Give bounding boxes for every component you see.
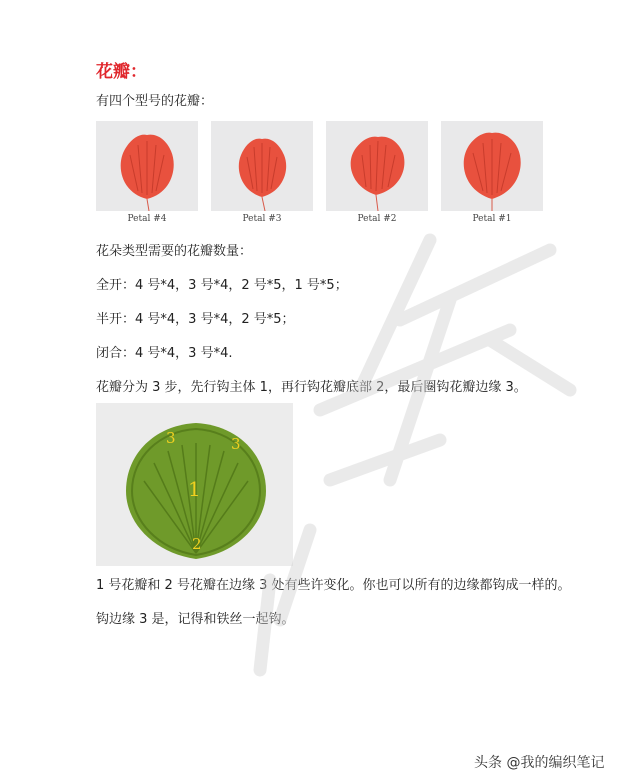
steps-text: 花瓣分为 3 步，先行钩主体 1，再行钩花瓣底部 2，最后圈钩花瓣边缘 3。 (96, 380, 527, 395)
petal-2-card (326, 121, 428, 225)
half-open-line: 半开：4 号*4，3 号*4，2 号*5； (96, 312, 295, 327)
petal-2-caption: Petal #2 (357, 214, 397, 224)
quantity-title: 花朵类型需要的花瓣数量： (96, 244, 253, 259)
petal-3-card (211, 121, 313, 225)
petal-1-photo (441, 121, 543, 211)
petal-4-caption: Petal #4 (127, 214, 167, 224)
petal-4-card (96, 121, 198, 225)
watermark-graphic (250, 150, 640, 690)
label-3-right: 3 (231, 435, 241, 453)
label-1: 1 (188, 477, 201, 501)
full-open-line: 全开：4 号*4，3 号*4，2 号*5，1 号*5； (96, 278, 348, 293)
petal-4-photo (96, 121, 198, 211)
footer-credit: 头条 @我的编织笔记 (474, 755, 605, 771)
note-1: 1 号花瓣和 2 号花瓣在边缘 3 处有些许变化。你也可以所有的边缘都钩成一样的。 (96, 578, 571, 593)
label-3-left: 3 (166, 429, 176, 447)
intro-text: 有四个型号的花瓣： (96, 94, 214, 109)
label-2: 2 (192, 535, 202, 553)
petal-3-photo (211, 121, 313, 211)
green-petal-photo (96, 403, 293, 566)
closed-line: 闭合：4 号*4，3 号*4. (96, 346, 233, 361)
petal-1-card (441, 121, 543, 225)
note-2: 钩边缘 3 是，记得和铁丝一起钩。 (96, 612, 295, 627)
petal-1-caption: Petal #1 (472, 214, 512, 224)
petal-3-caption: Petal #3 (242, 214, 282, 224)
petal-2-photo (326, 121, 428, 211)
section-heading: 花瓣： (96, 62, 147, 82)
